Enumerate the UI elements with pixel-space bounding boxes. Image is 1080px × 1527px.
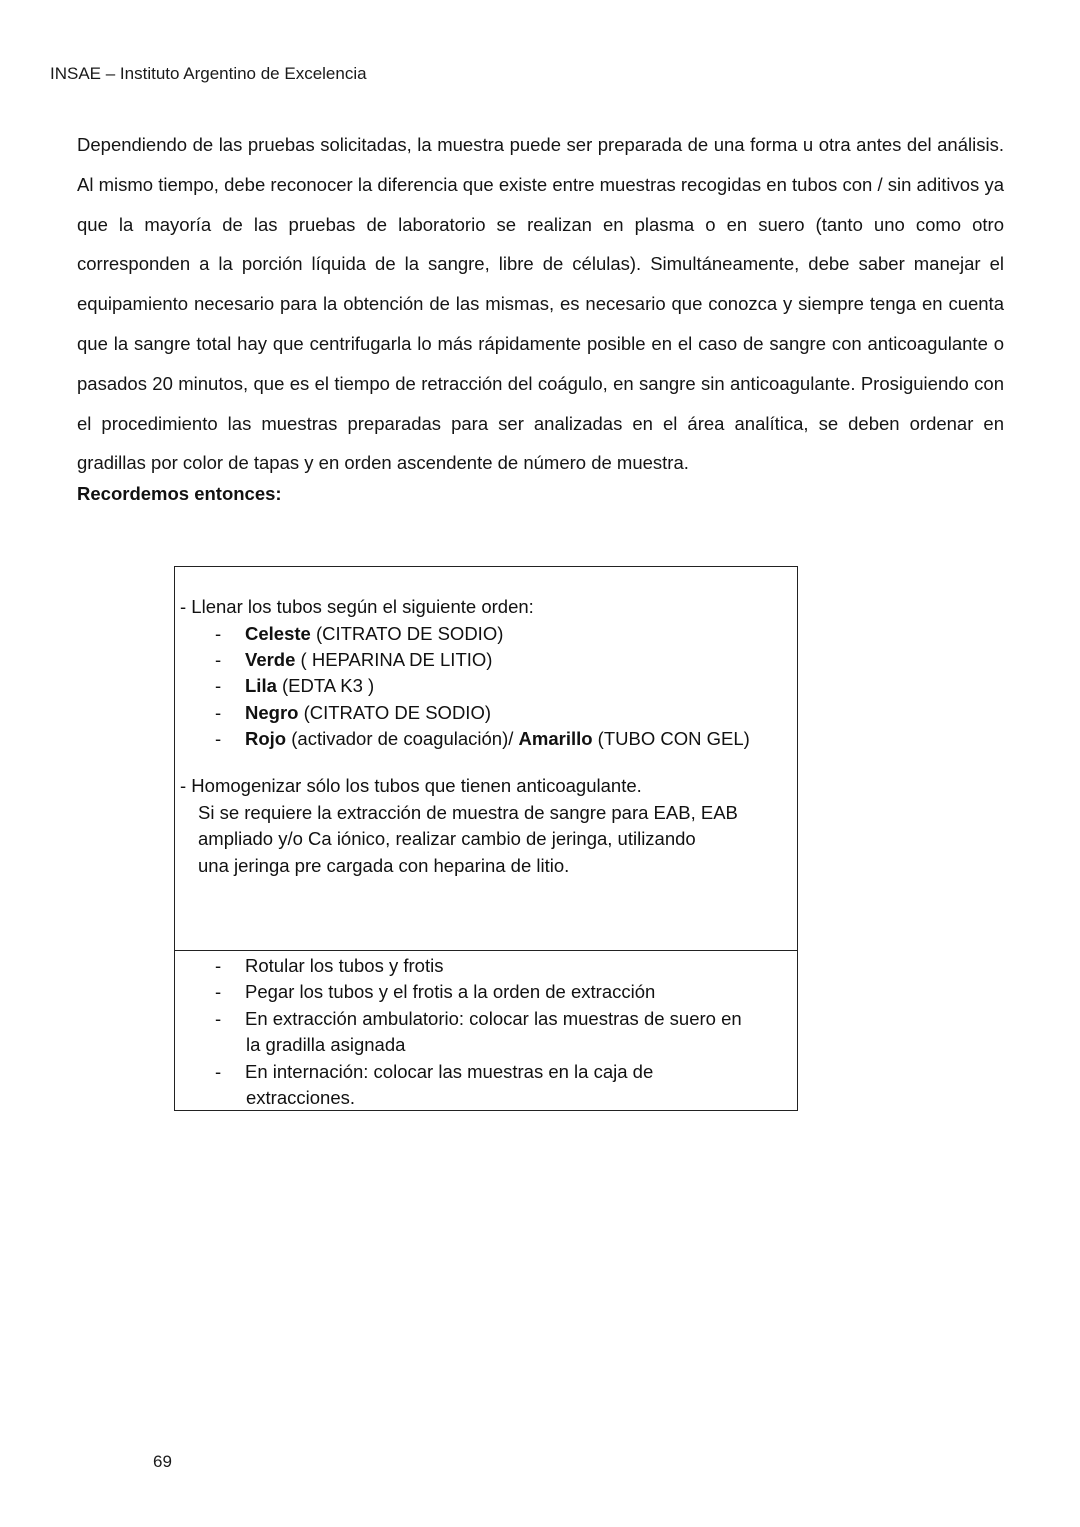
tube-item — [245, 623, 503, 645]
step-item-continuation: la gradilla asignada — [246, 1034, 406, 1055]
document-header: INSAE – Instituto Argentino de Excelencia — [50, 64, 367, 83]
subheading: Recordemos entonces: — [77, 483, 282, 504]
bullet-dash: - — [215, 675, 222, 696]
syringe-note-line: ampliado y/o Ca iónico, realizar cambio de jeringa, utilizando — [198, 828, 696, 849]
summary-table — [174, 566, 798, 1111]
bullet-dash: - — [215, 649, 222, 670]
table-cell-steps — [175, 951, 797, 1110]
tube-additive: (CITRATO DE SODIO) — [298, 702, 491, 723]
tube-item — [245, 728, 750, 750]
tube-additive: (TUBO CON GEL) — [592, 728, 750, 749]
tube-color: Amarillo — [518, 728, 593, 749]
step-item: Rotular los tubos y frotis — [245, 955, 444, 976]
bullet-dash: - — [215, 702, 222, 723]
tube-item — [245, 675, 374, 697]
syringe-note-line: una jeringa pre cargada con heparina de litio. — [198, 855, 570, 876]
tube-color: Lila — [245, 675, 277, 696]
page-number: 69 — [153, 1452, 172, 1471]
homogenize-line: - Homogenizar sólo los tubos que tienen anticoagulante. — [180, 775, 642, 796]
paragraph-text: Dependiendo de las pruebas solicitadas, la muestra puede ser preparada de una forma u otra antes del análisis. Al mismo tiempo, debe reconocer la diferencia que existe entre muestras recogidas en tubos con / sin aditivos ya que la mayoría de las pruebas de laboratorio se realizan en plasma o en suero (tanto uno como otro corresponden a la porción líquida de la sangre, libre de células). Simultáneamente, debe saber manejar el equipamiento necesario para la obtención de las mismas, es necesario que conozca y siempre tenga en cuenta que la sangre total hay que centrifugarla lo más rápidamente posible en el caso de sangre con anticoagulante o pasados 20 minutos, que es el tiempo de retracción del coágulo, en sangre sin anticoagulante. Prosiguiendo con el procedimiento las muestras preparadas para ser analizadas en el área analítica, se deben ordenar en gradillas por color de tapas y en orden ascendente de número de muestra. — [77, 134, 1004, 474]
tube-color: Negro — [245, 702, 299, 723]
tube-color: Celeste — [245, 623, 311, 644]
tube-item — [245, 649, 492, 671]
bullet-dash: - — [215, 981, 222, 1002]
tube-additive: (EDTA K3 ) — [276, 675, 375, 696]
bullet-dash: - — [215, 1061, 222, 1082]
tube-additive: (CITRATO DE SODIO) — [310, 623, 504, 644]
bullet-dash: - — [215, 728, 222, 749]
tube-item — [245, 702, 491, 724]
step-item: En internación: colocar las muestras en la caja de — [245, 1061, 654, 1082]
step-item: En extracción ambulatorio: colocar las muestras de suero en — [245, 1008, 742, 1029]
bullet-dash: - — [215, 623, 222, 644]
step-item: Pegar los tubos y el frotis a la orden de extracción — [245, 981, 656, 1002]
syringe-note-line: Si se requiere la extracción de muestra de sangre para EAB, EAB — [198, 802, 738, 823]
table-cell-tubes — [175, 567, 797, 951]
body-paragraph — [77, 125, 1004, 483]
step-item-continuation: extracciones. — [246, 1087, 355, 1108]
bullet-dash: - — [215, 955, 222, 976]
tube-additive: ( HEPARINA DE LITIO) — [295, 649, 493, 670]
tube-color: Rojo — [245, 728, 287, 749]
bullet-dash: - — [215, 1008, 222, 1029]
fill-order-intro: - Llenar los tubos según el siguiente orden: — [180, 596, 534, 617]
tube-additive: (activador de coagulación)/ — [286, 728, 519, 749]
tube-color: Verde — [245, 649, 296, 670]
